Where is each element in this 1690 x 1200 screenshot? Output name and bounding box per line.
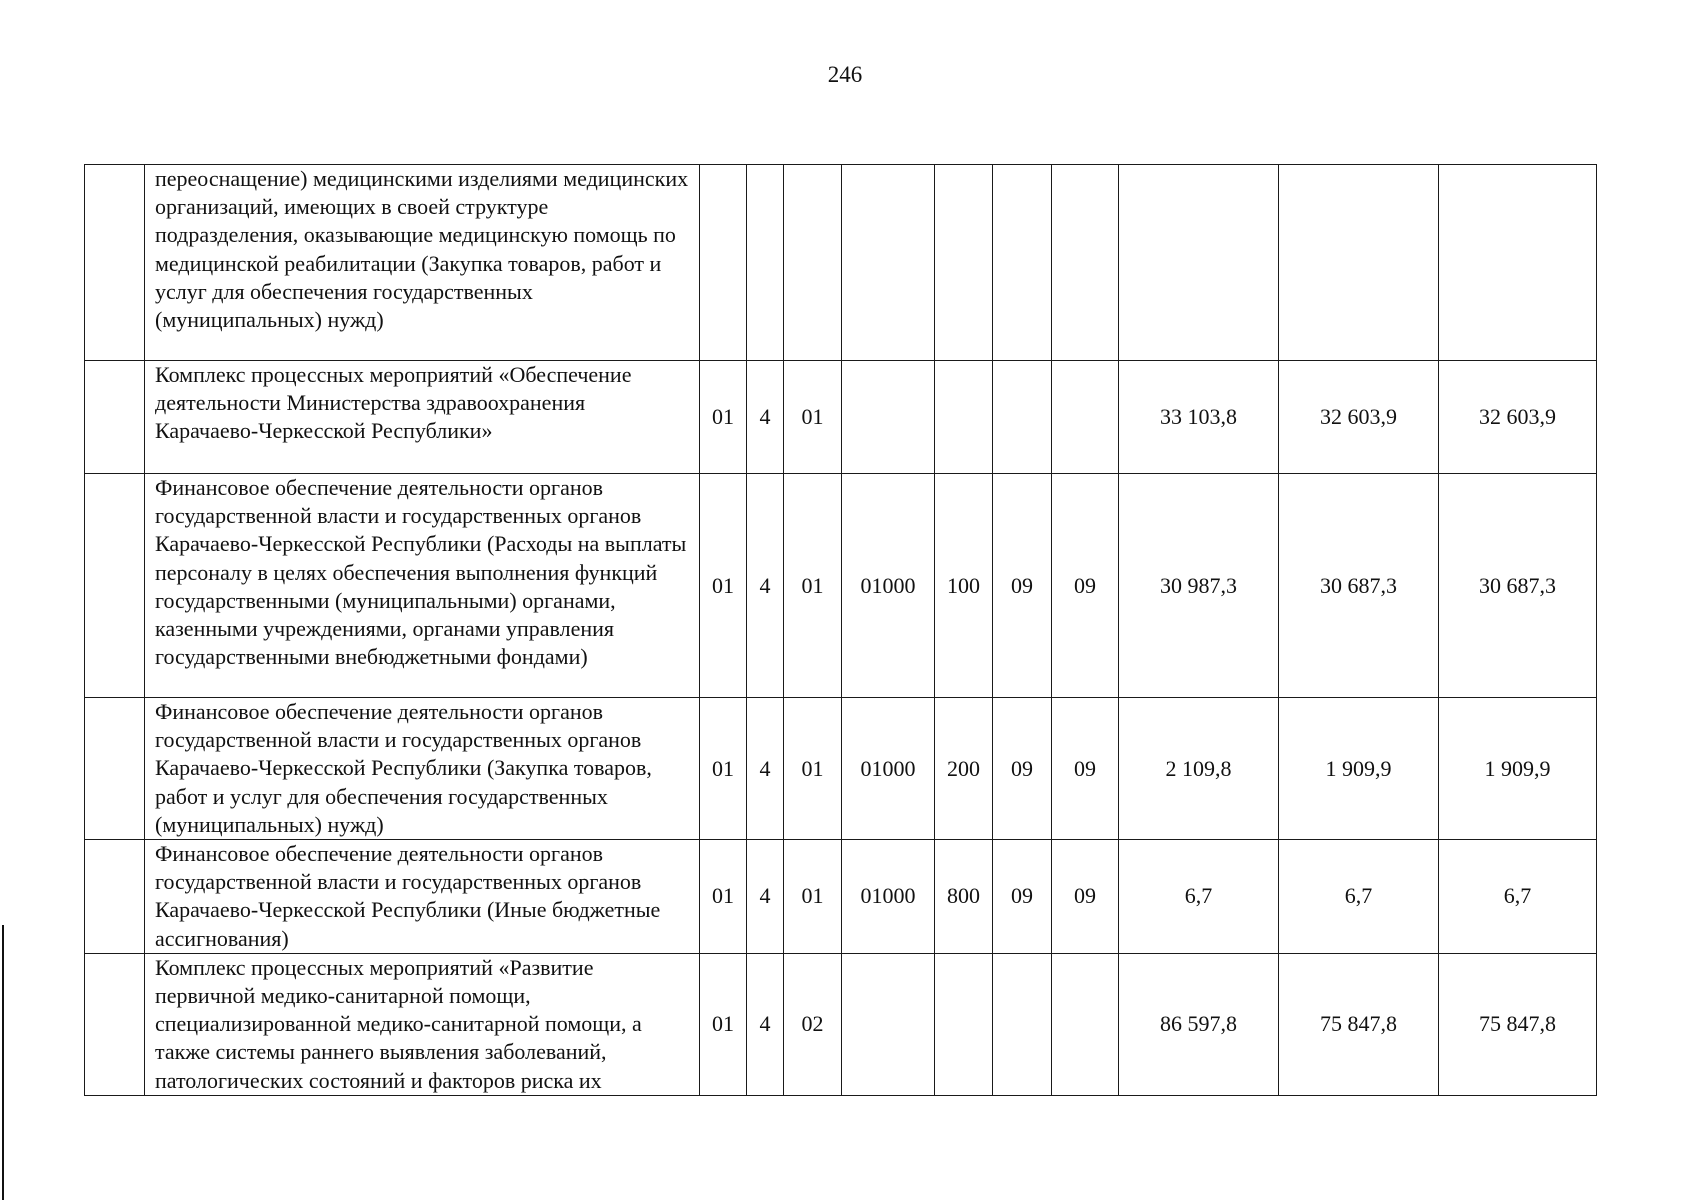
amount-cell: 6,7	[1119, 840, 1279, 954]
row-index-cell	[85, 953, 145, 1095]
table-row	[85, 361, 1597, 474]
code-cell: 09	[1052, 698, 1119, 840]
code-cell	[842, 361, 935, 474]
code-cell	[1052, 361, 1119, 474]
row-index-cell	[85, 361, 145, 474]
code-cell	[993, 361, 1052, 474]
code-cell: 01	[700, 361, 747, 474]
code-cell: 4	[747, 474, 784, 698]
code-cell: 01	[700, 953, 747, 1095]
code-cell: 200	[935, 698, 993, 840]
code-cell	[935, 165, 993, 361]
code-cell	[700, 165, 747, 361]
code-cell	[842, 165, 935, 361]
code-cell: 4	[747, 361, 784, 474]
page-number: 246	[827, 62, 863, 87]
code-cell: 4	[747, 698, 784, 840]
row-name: Финансовое обеспечение деятельности органов государственной власти и государственных органов Карачаево-Черкесской Республики (Иные бюджетные ассигнования)	[145, 840, 700, 954]
budget-table	[84, 164, 1597, 1096]
amount-cell	[1439, 165, 1597, 361]
table-row	[85, 840, 1597, 954]
row-name: переоснащение) медицинскими изделиями медицинских организаций, имеющих в своей структуре подразделения, оказывающие медицинскую помощь по медицинской реабилитации (Закупка товаров, работ и услуг для обеспечения государственных (муниципальных) нужд)	[145, 165, 700, 361]
code-cell: 4	[747, 840, 784, 954]
table-row	[85, 953, 1597, 1095]
code-cell: 01	[700, 840, 747, 954]
code-cell: 01000	[842, 698, 935, 840]
amount-cell: 32 603,9	[1439, 361, 1597, 474]
row-index-cell	[85, 698, 145, 840]
code-cell: 09	[1052, 840, 1119, 954]
amount-cell: 1 909,9	[1439, 698, 1597, 840]
scan-edge-line	[2, 925, 4, 1200]
row-name: Комплекс процессных мероприятий «Развитие первичной медико-санитарной помощи, специализированной медико-санитарной помощи, а также системы раннего выявления заболеваний, патологических состояний и факторов риска их	[145, 953, 700, 1095]
code-cell: 09	[993, 698, 1052, 840]
code-cell: 4	[747, 953, 784, 1095]
row-name: Финансовое обеспечение деятельности органов государственной власти и государственных органов Карачаево-Черкесской Республики (Расходы на выплаты персоналу в целях обеспечения выполнения функций государственными (муниципальными) органами, казенными учреждениями, органами управления государственными внебюджетными фондами)	[145, 474, 700, 698]
code-cell: 01000	[842, 474, 935, 698]
code-cell	[993, 953, 1052, 1095]
code-cell: 02	[784, 953, 842, 1095]
code-cell	[1052, 165, 1119, 361]
code-cell: 01000	[842, 840, 935, 954]
code-cell: 01	[700, 698, 747, 840]
amount-cell: 33 103,8	[1119, 361, 1279, 474]
code-cell	[935, 953, 993, 1095]
amount-cell: 75 847,8	[1279, 953, 1439, 1095]
code-cell	[784, 165, 842, 361]
table-row	[85, 165, 1597, 361]
amount-cell: 30 687,3	[1439, 474, 1597, 698]
amount-cell	[1119, 165, 1279, 361]
code-cell: 01	[784, 361, 842, 474]
amount-cell: 2 109,8	[1119, 698, 1279, 840]
code-cell: 800	[935, 840, 993, 954]
amount-cell	[1279, 165, 1439, 361]
code-cell: 01	[700, 474, 747, 698]
code-cell: 01	[784, 698, 842, 840]
amount-cell: 6,7	[1279, 840, 1439, 954]
amount-cell: 32 603,9	[1279, 361, 1439, 474]
code-cell: 01	[784, 840, 842, 954]
row-name: Финансовое обеспечение деятельности органов государственной власти и государственных органов Карачаево-Черкесской Республики (Закупка товаров, работ и услуг для обеспечения государственных (муниципальных) нужд)	[145, 698, 700, 840]
code-cell: 09	[993, 840, 1052, 954]
amount-cell: 1 909,9	[1279, 698, 1439, 840]
code-cell	[935, 361, 993, 474]
row-index-cell	[85, 840, 145, 954]
amount-cell: 86 597,8	[1119, 953, 1279, 1095]
code-cell	[1052, 953, 1119, 1095]
code-cell: 09	[993, 474, 1052, 698]
code-cell: 100	[935, 474, 993, 698]
code-cell: 01	[784, 474, 842, 698]
amount-cell: 30 687,3	[1279, 474, 1439, 698]
row-name: Комплекс процессных мероприятий «Обеспечение деятельности Министерства здравоохранения Карачаево-Черкесской Республики»	[145, 361, 700, 474]
row-index-cell	[85, 474, 145, 698]
table-row	[85, 698, 1597, 840]
code-cell: 09	[1052, 474, 1119, 698]
row-index-cell	[85, 165, 145, 361]
code-cell	[993, 165, 1052, 361]
amount-cell: 75 847,8	[1439, 953, 1597, 1095]
amount-cell: 6,7	[1439, 840, 1597, 954]
table-row	[85, 474, 1597, 698]
amount-cell: 30 987,3	[1119, 474, 1279, 698]
code-cell	[842, 953, 935, 1095]
code-cell	[747, 165, 784, 361]
